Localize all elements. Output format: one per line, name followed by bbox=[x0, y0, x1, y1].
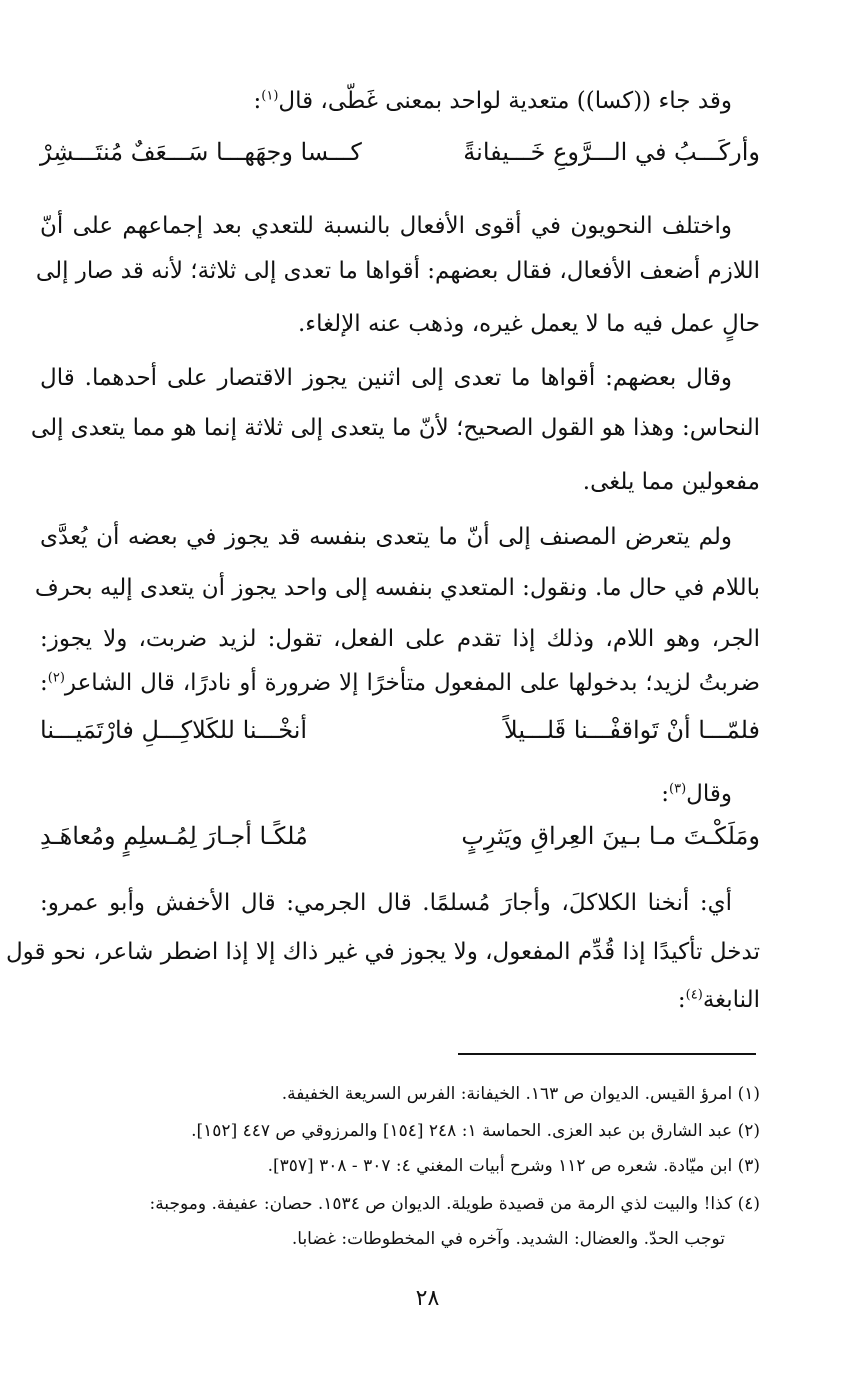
paragraph-1-line: واختلف النحويون في أقوى الأفعال بالنسبة للتعدي بعد إجماعهم على أنّ bbox=[40, 213, 732, 239]
paragraph-3-line: ولم يتعرض المصنف إلى أنّ ما يتعدى بنفسه قد يجوز في بعضه أن يُعدَّى bbox=[40, 524, 732, 550]
footnote-1: (١) امرؤ القيس. الديوان ص ١٦٣. الخيفانة: الفرس السريعة الخفيفة. bbox=[281, 1084, 760, 1104]
paragraph-3-line: ضربتُ لزيد؛ بدخولها على المفعول متأخرًا إلا ضرورة أو نادرًا، قال الشاعر$^{(٢)}$: bbox=[40, 670, 760, 696]
paragraph-3-line: باللام في حال ما. ونقول: المتعدي بنفسه إلى واحد يجوز أن يتعدى إليه بحرف bbox=[34, 575, 760, 601]
verse-3-first-hemistich: ومَلَكْـتَ مـا بـينَ العِراقِ ويَثرِبٍ bbox=[461, 822, 760, 850]
paragraph-2-line: النحاس: وهذا هو القول الصحيح؛ لأنّ ما يتعدى إلى ثلاثة إنما هو مما يتعدى إلى bbox=[30, 415, 760, 441]
footnote-separator bbox=[458, 1053, 756, 1055]
footnote-3: (٣) ابن ميّادة. شعره ص ١١٢ وشرح أبيات المغني ٤: ٣٠٧ - ٣٠٨ [٣٥٧]. bbox=[267, 1156, 760, 1176]
verse-1-first-hemistich: وأركَـــبُ في الـــرَّوعِ خَـــيفانةً bbox=[463, 138, 760, 166]
verse-2-first-hemistich: فلمّـــا أنْ تَواقفْـــنا قَلـــيلاً bbox=[504, 716, 760, 744]
verse-3-second-hemistich: مُلكًـا أجـارَ لِمُـسلِمٍ ومُعاهَـدِ bbox=[40, 822, 308, 850]
paragraph-1-line: حالٍ عمل فيه ما لا يعمل غيره، وذهب عنه الإلغاء. bbox=[297, 311, 760, 337]
paragraph-1-line: اللازم أضعف الأفعال، فقال بعضهم: أقواها ما تعدى إلى ثلاثة؛ لأنه قد صار إلى bbox=[35, 258, 760, 284]
verse-2 bbox=[40, 712, 760, 748]
footnote-ref-3: (٣) bbox=[669, 781, 687, 797]
verse-1 bbox=[40, 134, 760, 170]
paragraph-4-line: تدخل تأكيدًا إذا قُدِّم المفعول، ولا يجوز في غير ذاك إلا إذا اضطر شاعر، نحو قول bbox=[5, 939, 760, 965]
paragraph-4-line: النابغة$^{(٤)}$: bbox=[677, 987, 760, 1013]
footnote-ref-2: (٢) bbox=[47, 670, 65, 686]
said-line: وقال$^{(٣)}$: bbox=[661, 781, 732, 807]
footnote-4-continuation: توجب الحدّ. والعضال: الشديد. وآخره في المخطوطات: غضابا. bbox=[291, 1229, 725, 1249]
verse-3 bbox=[40, 818, 760, 854]
intro-line: وقد جاء ((كسا)) متعدية لواحد بمعنى غَطّى، قال$^{(١)}$: bbox=[253, 88, 732, 114]
page-number: ٢٨ bbox=[415, 1286, 440, 1311]
paragraph-4-line: أي: أنخنا الكلاكلَ، وأجارَ مُسلمًا. قال الجرمي: قال الأخفش وأبو عمرو: bbox=[40, 890, 732, 916]
verse-2-second-hemistich: أنخْـــنا للكَلاكِـــلِ فارْتَمَيـــنا bbox=[40, 716, 308, 744]
footnote-ref-1: (١) bbox=[261, 88, 279, 104]
footnote-2: (٢) عبد الشارق بن عبد العزى. الحماسة ١: ٢٤٨ [١٥٤] والمرزوقي ص ٤٤٧ [١٥٢]. bbox=[191, 1121, 760, 1141]
footnote-4: (٤) كذا! والبيت لذي الرمة من قصيدة طويلة. الديوان ص ١٥٣٤. حصان: عفيفة. وموجبة: bbox=[149, 1194, 760, 1214]
verse-1-second-hemistich: كـــسا وجهَهـــا سَـــعَفٌ مُنتَـــشِرْ bbox=[40, 138, 362, 166]
paragraph-2-line: مفعولين مما يلغى. bbox=[582, 469, 760, 495]
paragraph-3-line: الجر، وهو اللام، وذلك إذا تقدم على الفعل، تقول: لزيد ضربت، ولا يجوز: bbox=[40, 626, 760, 652]
footnote-ref-4: (٤) bbox=[685, 987, 703, 1003]
paragraph-2-line: وقال بعضهم: أقواها ما تعدى إلى اثنين يجوز الاقتصار على أحدهما. قال bbox=[40, 365, 732, 391]
